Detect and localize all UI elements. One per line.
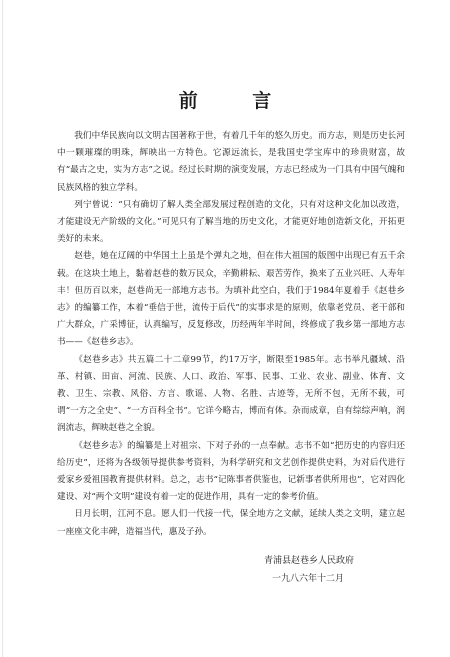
paragraph-1: 我们中华民族向以文明古国著称于世，有着几千年的悠久历史。而方志，则是历史长河中一颗璀璨的明珠，辉映出一方特色。它源远流长，是我国史学宝库中的珍贵财富，故有“最古之史，实为方志”之说。经过长时期的演变发展，方志已经成为一门具有中国气魄和民族风格的独立学科。: [57, 131, 405, 193]
signature-organization: 青浦县赵巷乡人民政府: [264, 556, 355, 566]
paragraph-4: 《赵巷乡志》共五篇二十二章99节，约17万字，断限至1985年。志书举凡疆域、沿革、村镇、田亩、河流、民族、人口、政治、军事、民事、工业、农业、副业、体育、文教、卫生、宗教、风俗、方言、歌谣、人物、名胜、古迹等，无所不包，无所不载，可谓“一方之全史”、“一方百科全书”。它详今略古，博而有体。杂而成章，自有综综声响，润润流志，辉映赵巷之全貌。: [57, 354, 405, 434]
signature-date: 一九八六年十二月: [272, 574, 345, 584]
paragraph-3: 赵巷，她在辽阔的中华国土上虽是个弹丸之地，但在伟大祖国的版图中出现已有五千余载。在这块土地上，黏着赵巷的数万民众，辛勤耕耘、艰苦劳作，换来了五业兴旺、人寿年丰！但历百以来，赵巷尚无一部地方志书。为填补此空白，我们于1984年夏着手《赵巷乡志》的编纂工作，本着“垂信于世，流传于后代”的实事求是的原则，依靠老党员、老干部和广大群众，广采博征，认真编写，反复修改，历经两年半时间，终修成了我乡第一部地方志书——《赵巷乡志》。: [57, 251, 405, 348]
paragraph-2: 列宁曾说：“只有确切了解人类全部发展过程创造的文化，只有对这种文化加以改造，才能建设无产阶级的文化。”可见只有了解当地的历史文化，才能更好地创造新文化，开拓更美好的未来。: [57, 199, 405, 245]
paragraph-5: 《赵巷乡志》的编纂是上对祖宗、下对子孙的一点奉献。志书不如“把历史的内容归还给历史”，还将为各级领导提供参考资料，为科学研究和文艺创作提供史料，为对后代进行爱家乡爱祖国教育提供材料。总之，志书“记陈事者供鉴也，记新事者供所用也”，它对四化建设、对“两个文明”建设有着一定的促进作用，具有一定的参考价值。: [57, 440, 405, 503]
page-title: 前 言: [178, 90, 296, 112]
paragraph-6: 日月长明，江河不息。愿人们一代接一代，保全地方之文献，延续人类之文明，建立起一座座文化丰碑，造福当代，惠及子孙。: [57, 509, 405, 537]
preface-body: [57, 128, 405, 541]
signature-block: [264, 552, 414, 588]
